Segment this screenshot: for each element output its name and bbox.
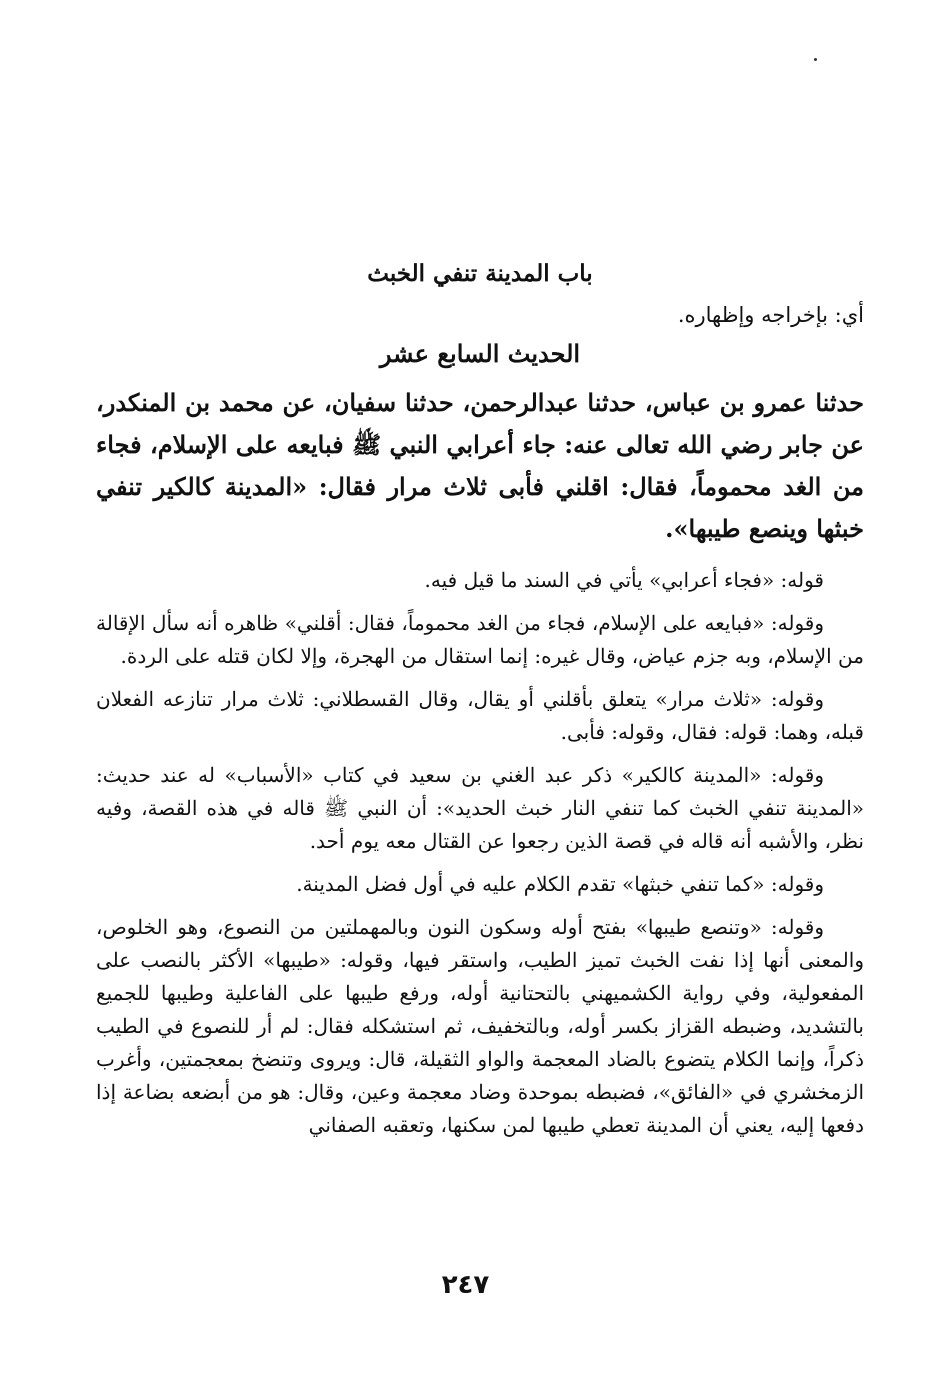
commentary-paragraph: وقوله: «كما تنفي خبثها» تقدم الكلام عليه في أول فضل المدينة. (296, 872, 824, 896)
chapter-gloss: أي: بإخراجه وإظهاره. (677, 303, 864, 327)
commentary-paragraph: قوله: «فجاء أعرابي» يأتي في السند ما قيل فيه. (424, 568, 824, 592)
hadith-text: حدثنا عمرو بن عباس، حدثنا عبدالرحمن، حدثنا سفيان، عن محمد بن المنكدر، عن جابر رضي الله تعالى عنه: جاء أعرابي النبي ﷺ فبايعه على الإسلام، فجاء من الغد محموماً، فقال: اقلني فأبى ثلاث مرار فقال: «المدينة كالكير تنفي خبثها وينصع طيبها». (96, 388, 864, 543)
chapter-title: باب المدينة تنفي الخبث (367, 260, 593, 287)
commentary-paragraph: وقوله: «فبايعه على الإسلام، فجاء من الغد محموماً، فقال: أقلني» ظاهره أنه سأل الإقالة من الإسلام، وبه جزم عياض، وقال غيره: إنما استقال من الهجرة، وإلا لكان قتله على الردة. (96, 611, 864, 668)
commentary-paragraph: وقوله: «المدينة كالكير» ذكر عبد الغني بن سعيد في كتاب «الأسباب» له عند حديث: «المدينة تنفي الخبث كما تنفي النار خبث الحديد»: أن النبي ﷺ قاله في هذه القصة، وفيه نظر، والأشبه أنه قاله في قصة الذين رجعوا عن القتال معه يوم أحد. (96, 763, 864, 853)
commentary-paragraph: وقوله: «ثلاث مرار» يتعلق بأقلني أو يقال، وقال القسطلاني: ثلاث مرار تنازعه الفعلان قبله، وهما: قوله: فقال، وقوله: فأبى. (96, 687, 864, 744)
commentary-paragraph: وقوله: «وتنصع طيبها» بفتح أوله وسكون النون وبالمهملتين من النصوع، وهو الخلوص، والمعنى أنها إذا نفت الخبث تميز الطيب، واستقر فيها، وقوله: «طيبها» الأكثر بالنصب على المفعولية، وفي رواية الكشميهني بالتحتانية أوله، ورفع طيبها على الفاعلية وطيبها للجميع بالتشديد، وضبطه القزاز بكسر أوله، وبالتخفيف، ثم استشكله فقال: لم أر للنصوع في الطيب ذكراً، وإنما الكلام يتضوع بالضاد المعجمة والواو الثقيلة، قال: ويروى وتنضخ بمعجمتين، وأغرب الزمخشري في «الفائق»، فضبطه بموحدة وضاد معجمة وعين، وقال: هو من أبضعه بضاعة إذا دفعها إليه، يعني أن المدينة تعطي طيبها لمن سكنها، وتعقبه الصفاني (96, 915, 864, 1137)
stray-dot (814, 58, 817, 61)
page-number: ٢٤٧ (441, 1270, 490, 1300)
page-body (96, 250, 864, 1152)
hadith-heading: الحديث السابع عشر (379, 339, 581, 368)
